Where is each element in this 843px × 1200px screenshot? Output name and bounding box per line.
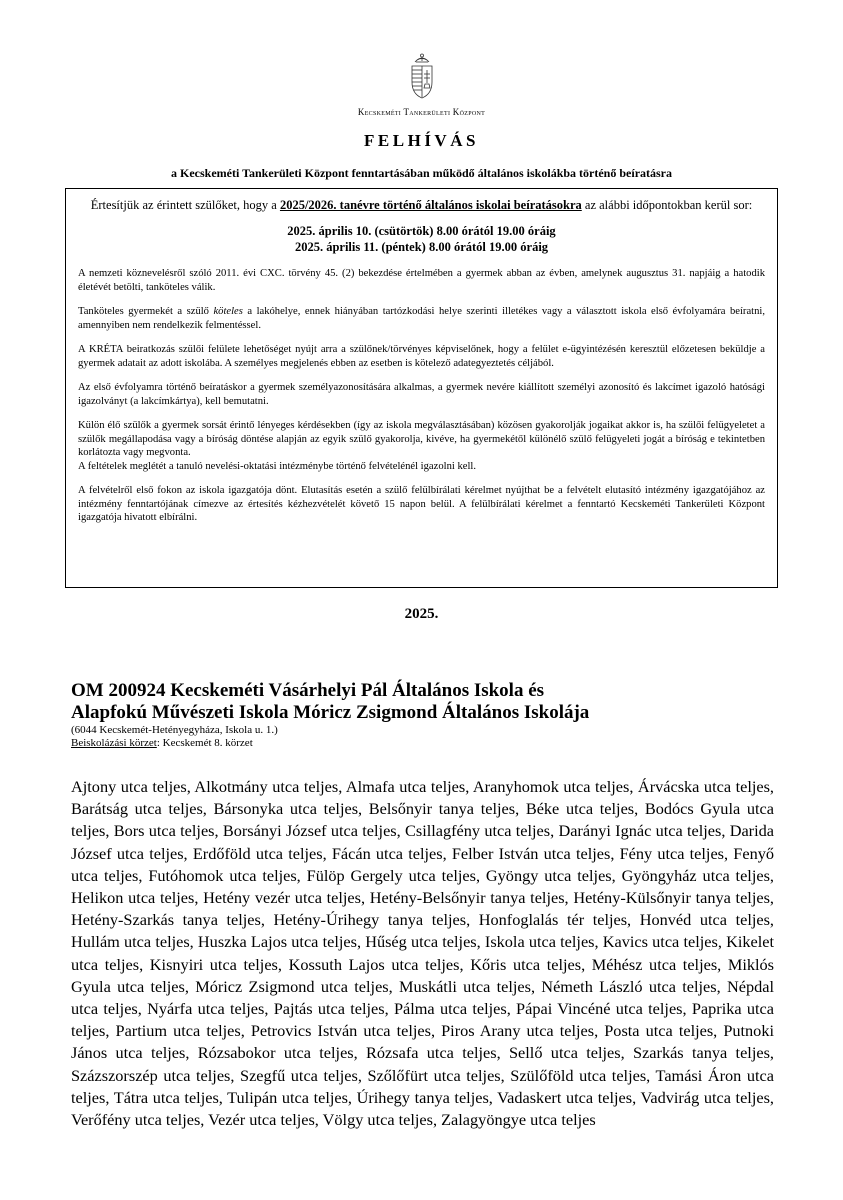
page-title: FELHÍVÁS	[364, 131, 479, 150]
street-list: Ajtony utca teljes, Alkotmány utca teljes, Almafa utca teljes, Aranyhomok utca teljes, Árvácska utca teljes, Barátság utca teljes, Bársonyka utca teljes, Belsőnyir tanya teljes, Béke utca teljes, Bodócs Gyula utca teljes, Bors utca teljes, Borsányi József utca teljes, Csillagfény utca teljes, Darányi Ignác utca teljes, Darida József utca teljes, Erdőföld utca teljes, Fácán utca teljes, Felber István utca teljes, Fény utca teljes, Fenyő utca teljes, Futóhomok utca teljes, Fülöp Gergely utca teljes, Gyöngy utca teljes, Gyöngyház utca teljes, Helikon utca teljes, Hetény vezér utca teljes, Hetény-Belsőnyir tanya teljes, Hetény-Külsőnyir tanya teljes, Hetény-Szarkás tanya teljes, Hetény-Úrihegy tanya teljes, Honfoglalás tér teljes, Honvéd utca teljes, Hullám utca teljes, Huszka Lajos utca teljes, Hűség utca teljes, Iskola utca teljes, Kavics utca teljes, Kikelet utca teljes, Kisnyiri utca teljes, Kossuth Lajos utca teljes, Kőris utca teljes, Méhész utca teljes, Miklós Gyula utca teljes, Móricz Zsigmond utca teljes, Muskátli utca teljes, Németh László utca teljes, Népdal utca teljes, Nyárfa utca teljes, Pajtás utca teljes, Pálma utca teljes, Pápai Vincéné utca teljes, Paprika utca teljes, Partium utca teljes, Petrovics István utca teljes, Piros Arany utca teljes, Posta utca teljes, Putnoki János utca teljes, Rózsabokor utca teljes, Rózsafa utca teljes, Sellő utca teljes, Szarkás tanya teljes, Százszorszép utca teljes, Szegfű utca teljes, Szőlőfürt utca teljes, Szülőföld utca teljes, Tamási Áron utca teljes, Tátra utca teljes, Tulipán utca teljes, Úrihegy tanya teljes, Vadaskert utca teljes, Vadvirág utca teljes, Verőfény utca teljes, Vezér utca teljes, Völgy utca teljes, Zalagyöngye utca teljes	[71, 777, 774, 1130]
org-name: Kecskeméti Tankerületi Központ	[357, 107, 486, 117]
enrollment-date-1: 2025. április 10. (csütörtök) 8.00 órától 19.00 óráig	[287, 224, 556, 238]
year-heading: 2025.	[404, 606, 439, 622]
district-label: Beiskolázási körzet	[71, 737, 157, 749]
notice-paragraph-5b: A feltételek meglétét a tanuló nevelési-oktatási intézménybe történő felvételénél igazolni kell.	[78, 460, 476, 472]
intro-emphasis: 2025/2026. tanévre történő általános iskolai beíratásokra	[279, 198, 582, 212]
notice-paragraph-2	[78, 305, 765, 332]
notice-paragraph-1: A nemzeti köznevelésről szóló 2011. évi CXC. törvény 45. (2) bekezdése értelmében a gyermek abban az évben, amelynek augusztus 31. napjáig a hatodik életévét betölti, tanköteles válik.	[78, 268, 765, 293]
enrollment-date-2: 2025. április 11. (péntek) 8.00 órától 19.00 óráig	[294, 240, 549, 254]
notice-paragraph-4: Az első évfolyamra történő beíratáskor a gyermek személyazonosítására alkalmas, a gyermek nevére kiállított személyi azonosító és lakcímet igazoló hatósági igazolványt (a lakcímkártya), kell bemutatni.	[78, 382, 765, 407]
coat-of-arms-icon	[407, 52, 437, 100]
notice-paragraph-6: A felvételről első fokon az iskola igazgatója dönt. Elutasítás esetén a szülő felülbírálati kérelmet nyújthat be a felvételt elutasító intézmény igazgatójához az intézmény fenntartójának címezve az értesítés kézhezvételét követő 15 napon belül. A felülbírálati kérelmet a fenntartó Kecskeméti Tankerületi Központ igazgatója hivatott elbírálni.	[78, 485, 765, 523]
p2-italic: köteles	[213, 306, 243, 317]
school-name-line-1: OM 200924 Kecskeméti Vásárhelyi Pál Általános Iskola és	[71, 680, 545, 701]
school-address: (6044 Kecskemét-Hetényegyháza, Iskola u. 1.)	[71, 724, 278, 736]
district-value: : Kecskemét 8. körzet	[156, 737, 253, 749]
intro-text-before: Értesítjük az érintett szülőket, hogy a	[90, 198, 280, 212]
page-subtitle: a Kecskeméti Tankerületi Központ fenntartásában működő általános iskolákba történő beíratásra	[170, 166, 673, 180]
p2-text-before: Tanköteles gyermekét a szülő	[78, 306, 214, 317]
school-name-line-2: Alapfokú Művészeti Iskola Móricz Zsigmond Általános Iskolája	[71, 702, 590, 723]
notice-paragraph-5a: Külön élő szülők a gyermek sorsát érintő lényeges kérdésekben (így az iskola megválasztásában) közösen gyakorolják jogaikat akkor is, ha szülői felügyeletet a szülők megállapodása vagy a bíróság döntése alapján az egyik szülő gyakorolja, kivéve, ha gyermekétől különélő szülő felügyeleti jogát a bíróság e tekintetben korlátozta vagy megvonta.	[78, 420, 765, 458]
school-section	[71, 680, 781, 750]
intro-text-after: az alábbi időpontokban kerül sor:	[581, 198, 753, 212]
enrollment-dates	[78, 223, 765, 255]
notice-box	[65, 188, 778, 588]
p2-text-after: a lakóhelye, ennek hiányában tartózkodási helye szerinti illetékes vagy a választott iskola első évfolyamára beíratni, amennyiben nem rendelkezik felmentéssel.	[78, 306, 765, 331]
school-district	[71, 737, 781, 750]
notice-paragraph-3: A KRÉTA beiratkozás szülői felülete lehetőséget nyújt arra a szülőnek/törvényes képviselőnek, hogy a felület e-ügyintézésén keresztül előzetesen beküldje a gyermek adatait az adott iskolába. A személyes megjelenés ebben az esetben is kötelező adategyeztetés céljából.	[78, 344, 765, 369]
notice-intro	[78, 197, 765, 213]
